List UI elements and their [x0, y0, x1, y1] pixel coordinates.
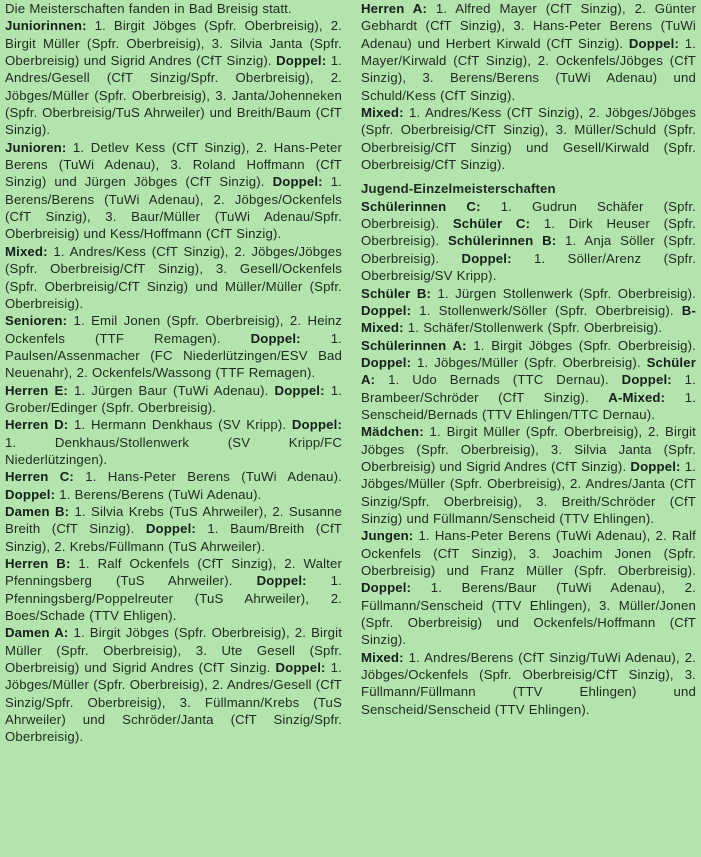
youth-section-heading: Jugend-Einzelmeisterschaften: [361, 181, 556, 197]
result-text: 1. Birgit Müller (Spfr. Oberbreisig), 2. Birgit Jöbges (Spfr. Oberbreisig), 3. Silvia Janta (Spfr. Oberbreisig) und Sigrid Andres (CfT Sinzig).: [361, 424, 696, 474]
result-text: 1. Berens/Baur (TuWi Adenau), 2. Füllmann/Senscheid (TTV Ehlingen), 3. Müller/Jonen (Spfr. Oberbreisig) und Ockenfels/Hoffmann (CfT Sinzig).: [361, 580, 696, 648]
result-text: 1. Jöbges/Müller (Spfr. Oberbreisig), 2. Andres/Janta (CfT Sinzig/Spfr. Oberbreisig), 3. Breith/Schröder (CfT Sinzig) und Füllmann/Senscheid (TTV Ehlingen).: [361, 458, 697, 526]
category-label: Doppel:: [630, 458, 681, 474]
category-label: Schülerinnen B:: [447, 233, 557, 249]
result-paragraph: [5, 382, 342, 417]
result-paragraph: [5, 243, 342, 312]
category-label: Damen B:: [5, 503, 70, 519]
category-label: Mixed:: [361, 649, 404, 665]
category-label: Doppel:: [276, 53, 327, 69]
category-label: Mixed:: [361, 105, 404, 121]
category-label: Schülerinnen C:: [361, 198, 481, 214]
result-text: 1. Detlev Kess (CfT Sinzig), 2. Hans-Peter Berens (TuWi Adenau), 3. Roland Hoffmann (CfT Sinzig) und Jürgen Jöbges (CfT Sinzig).: [5, 139, 342, 190]
result-text: 1. Birgit Jöbges (Spfr. Oberbreisig).: [466, 337, 696, 353]
right-results-top: [361, 0, 696, 173]
left-results: [5, 17, 342, 745]
category-label: Doppel:: [274, 382, 325, 398]
result-text: 1. Berens/Berens (TuWi Adenau).: [55, 486, 262, 502]
result-text: 1. Jöbges/Müller (Spfr. Oberbreisig), 2. Andres/Gesell (CfT Sinzig/Spfr. Oberbreisig), 3. Füllmann/Krebs (TuS Ahrweiler) und Schröder/Janta (CfT Sinzig/Spfr. Oberbreisig).: [5, 660, 342, 745]
result-text: 1. Brambeer/Schröder (CfT Sinzig).: [361, 372, 696, 405]
result-paragraph: [5, 416, 342, 468]
category-label: Doppel:: [628, 35, 680, 51]
category-label: Doppel:: [250, 330, 301, 346]
category-label: Schüler C:: [452, 216, 531, 232]
result-text: 1. Emil Jonen (Spfr. Oberbreisig), 2. Heinz Ockenfels (TTF Remagen).: [5, 313, 342, 346]
category-label: Doppel:: [5, 486, 56, 502]
result-paragraph: [5, 139, 342, 243]
category-label: Juniorinnen:: [5, 18, 87, 34]
category-label: Doppel:: [145, 521, 196, 537]
result-paragraph: [5, 503, 342, 555]
result-paragraph: [361, 198, 696, 285]
result-paragraph: [5, 312, 342, 381]
result-text: 1. Paulsen/Assenmacher (FC Niederlützingen/ESV Bad Neuenahr), 2. Ockenfels/Wassong (TTF Remagen).: [5, 330, 342, 381]
result-paragraph: [361, 649, 696, 718]
right-column: [361, 0, 696, 718]
intro-text: Die Meisterschaften fanden in Bad Breisig statt.: [5, 1, 292, 16]
category-label: Doppel:: [461, 250, 512, 266]
category-label: Jungen:: [361, 528, 414, 544]
result-text: 1. Söller/Arenz (Spfr. Oberbreisig/SV Kripp).: [361, 250, 696, 284]
category-label: Herren E:: [5, 382, 68, 398]
category-label: A-Mixed:: [608, 389, 666, 405]
result-paragraph: [5, 17, 342, 138]
category-label: Doppel:: [621, 372, 672, 388]
category-label: Damen A:: [5, 625, 69, 641]
result-text: 1. Senscheid/Bernads (TTV Ehlingen/TTC Dernau).: [361, 389, 696, 422]
result-text: 1. Gudrun Schäfer (Spfr. Oberbreisig).: [361, 198, 696, 232]
result-paragraph: [5, 555, 342, 624]
category-label: Doppel:: [256, 573, 307, 589]
category-label: Doppel:: [272, 174, 323, 190]
result-text: 1. Pfenningsberg/Poppelreuter (TuS Ahrweiler), 2. Boes/Schade (TTV Ehligen).: [5, 573, 342, 624]
result-text: 1. Andres/Gesell (CfT Sinzig/Spfr. Oberbreisig), 2. Jöbges/Müller (Spfr. Oberbreisig), 3. Janta/Johenneken (Spfr. Oberbreisig/TuS Ahrweiler) und Breith/Baum (CfT Sinzig).: [5, 53, 342, 138]
category-label: Herren C:: [5, 469, 74, 485]
result-text: 1. Birgit Jöbges (Spfr. Oberbreisig), 2. Birgit Müller (Spfr. Oberbreisig), 3. Silvia Janta (Spfr. Oberbreisig) und Sigrid Andres (CfT Sinzig).: [5, 18, 342, 69]
category-label: Herren B:: [5, 556, 71, 571]
result-text: 1. Baum/Breith (CfT Sinzig), 2. Krebs/Füllmann (TuS Ahrweiler).: [5, 521, 342, 554]
result-text: 1. Hans-Peter Berens (TuWi Adenau), 2. Ralf Ockenfels (CfT Sinzig), 3. Joachim Jonen (Spfr. Oberbreisig) und Franz Müller (Spfr. Oberbreisig).: [361, 528, 696, 578]
category-label: Mixed:: [5, 243, 48, 259]
result-text: 1. Ralf Ockenfels (CfT Sinzig), 2. Walter Pfenningsberg (TuS Ahrweiler).: [5, 556, 342, 589]
result-text: 1. Alfred Mayer (CfT Sinzig), 2. Günter Gebhardt (CfT Sinzig), 3. Hans-Peter Berens (TuWi Adenau) und Herbert Kirwald (CfT Sinzig).: [361, 1, 696, 51]
result-paragraph: [361, 104, 696, 173]
result-paragraph: [361, 423, 696, 527]
category-label: Herren D:: [5, 417, 69, 433]
result-paragraph: [361, 527, 696, 648]
result-text: 1. Jöbges/Müller (Spfr. Oberbreisig).: [411, 354, 647, 370]
right-results-youth: [361, 198, 696, 718]
left-column: [5, 0, 342, 746]
category-label: Schülerinnen A:: [361, 337, 467, 353]
result-text: 1. Berens/Berens (TuWi Adenau), 2. Jöbges/Ockenfels (CfT Sinzig), 3. Baur/Müller (TuWi Adenau/Spfr. Oberbreisig) und Kess/Hoffmann (CfT Sinzig).: [5, 174, 342, 242]
category-label: Senioren:: [5, 313, 68, 329]
result-text: 1. Grober/Edinger (Spfr. Oberbreisig).: [5, 382, 343, 415]
result-text: 1. Jürgen Stollenwerk (Spfr. Oberbreisig).: [431, 285, 696, 301]
result-text: 1. Andres/Berens (CfT Sinzig/TuWi Adenau), 2. Jöbges/Ockenfels (Spfr. Oberbreisig/CfT Sinzig), 3. Füllmann/Füllmann (TTV Ehlingen) und Senscheid/Senscheid (TTV Ehlingen).: [361, 649, 696, 717]
result-paragraph: [361, 285, 696, 337]
result-text: 1. Anja Söller (Spfr. Oberbreisig).: [361, 233, 696, 266]
result-text: 1. Hans-Peter Berens (TuWi Adenau).: [73, 469, 342, 485]
result-text: 1. Dirk Heuser (Spfr. Oberbreisig).: [361, 216, 696, 249]
result-text: 1. Andres/Kess (CfT Sinzig), 2. Jöbges/Jöbges (Spfr. Oberbreisig/CfT Sinzig), 3. Müller/Schuld (Spfr. Oberbreisig/CfT Sinzig) und Gesell/Kirwald (Spfr. Oberbreisig/CfT Sinzig).: [361, 105, 696, 173]
result-text: 1. Mayer/Kirwald (CfT Sinzig), 2. Ockenfels/Jöbges (CfT Sinzig), 3. Berens/Berens (TuWi Adenau) und Schuld/Kess (CfT Sinzig).: [361, 35, 696, 103]
category-label: B-Mixed:: [361, 302, 696, 336]
result-paragraph: [5, 624, 342, 745]
category-label: Doppel:: [361, 580, 412, 596]
category-label: Junioren:: [5, 139, 67, 155]
result-text: 1. Andres/Kess (CfT Sinzig), 2. Jöbges/Jöbges (Spfr. Oberbreisig/CfT Sinzig), 3. Gesell/Ockenfels (Spfr. Oberbreisig/CfT Sinzig) und Müller/Müller (Spfr. Oberbreisig).: [5, 243, 342, 311]
result-text: 1. Stollenwerk/Söller (Spfr. Oberbreisig).: [411, 302, 682, 318]
result-paragraph: [361, 337, 696, 424]
category-label: Doppel:: [275, 660, 326, 676]
result-text: 1. Silvia Krebs (TuS Ahrweiler), 2. Susanne Breith (CfT Sinzig).: [5, 503, 342, 537]
result-text: 1. Denkhaus/Stollenwerk (SV Kripp/FC Niederlützingen).: [5, 434, 342, 467]
category-label: Doppel:: [291, 417, 342, 433]
result-paragraph: [361, 0, 696, 104]
result-paragraph: [5, 468, 342, 503]
category-label: Doppel:: [361, 354, 412, 370]
category-label: Schüler A:: [361, 354, 696, 388]
category-label: Doppel:: [361, 302, 412, 318]
result-text: 1. Hermann Denkhaus (SV Kripp).: [68, 417, 292, 433]
result-text: 1. Jürgen Baur (TuWi Adenau).: [67, 382, 275, 398]
result-text: 1. Udo Bernads (TTC Dernau).: [375, 372, 622, 388]
category-label: Schüler B:: [361, 285, 432, 301]
category-label: Herren A:: [361, 1, 427, 16]
result-text: 1. Birgit Jöbges (Spfr. Oberbreisig), 2. Birgit Müller (Spfr. Oberbreisig), 3. Ute Gesell (Spfr. Oberbreisig) und Sigrid Andres (CfT Sinzig.: [5, 625, 343, 676]
category-label: Mädchen:: [361, 424, 424, 440]
result-text: 1. Schäfer/Stollenwerk (Spfr. Oberbreisig).: [403, 320, 663, 336]
